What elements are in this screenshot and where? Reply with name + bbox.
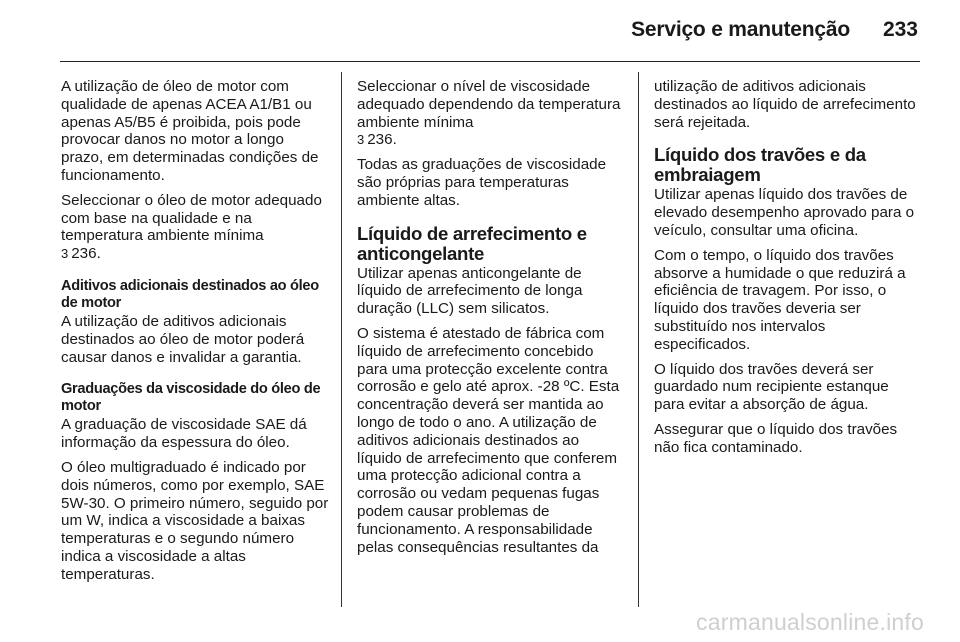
column-3 (654, 78, 922, 464)
paragraph-text: Seleccionar o nível de viscosidade adequado dependendo da temperatura ambiente mínima (357, 78, 621, 131)
paragraph: A graduação de viscosidade SAE dá informação da espessura do óleo. (61, 416, 307, 452)
page-reference[interactable]: 236. (367, 131, 397, 149)
page-reference[interactable]: 236. (71, 245, 101, 263)
column-divider (638, 72, 639, 607)
subheading-additives: Aditivos adicionais destinados ao óleo de motor (61, 277, 319, 311)
paragraph: O óleo multigraduado é indicado por dois números, como por exemplo, SAE 5W-30. O primeiro número, seguido por um W, indica a viscosidade a baixas temperaturas e o segundo número indica a viscosidade a altas temperaturas. (61, 458, 329, 583)
column-1 (61, 78, 329, 591)
paragraph: Com o tempo, o líquido dos travões absorve a humidade o que reduzirá a eficiência de travagem. Por isso, o líquido dos travões deveria ser substituído nos intervalos especificados. (654, 246, 906, 353)
watermark: carmanualsonline.info (696, 609, 924, 635)
header-rule (60, 61, 920, 62)
paragraph (357, 78, 625, 149)
column-divider (341, 72, 342, 607)
page-number: 233 (882, 18, 918, 41)
column-2 (357, 78, 625, 563)
page-header (0, 0, 960, 62)
heading-coolant: Líquido de arrefecimento e anticongelante (357, 222, 587, 264)
section-title: Serviço e manutenção (631, 18, 850, 41)
paragraph (61, 192, 329, 263)
page-reference-icon: 3 (357, 132, 365, 148)
heading-brake-fluid: Líquido dos travões e da embraiagem (654, 144, 866, 186)
paragraph: A utilização de aditivos adicionais destinados ao óleo de motor poderá causar danos e invalidar a garantia. (61, 312, 305, 366)
subheading-viscosity: Graduações da viscosidade do óleo de motor (61, 381, 321, 415)
paragraph: O sistema é atestado de fábrica com líquido de arrefecimento concebido para uma protecção excelente contra corrosão e gelo até aprox. -28 ºC. Esta concentração deverá ser mantida ao longo de todo o ano. A utilização de aditivos adicionais destinados ao líquido de arrefecimento que conferem uma protecção adicional contra a corrosão ou vedam pequenas fugas podem causar problemas de funcionamento. A responsabilidade pelas consequências resultantes da (357, 324, 620, 556)
paragraph: A utilização de óleo de motor com qualidade de apenas ACEA A1/B1 ou apenas A5/B5 é proibida, pois pode provocar danos no motor a longo prazo, em determinadas condições de funcionamento. (61, 78, 319, 184)
paragraph: O líquido dos travões deverá ser guardado num recipiente estanque para evitar a absorção de água. (654, 360, 889, 414)
page-reference-icon: 3 (61, 246, 69, 262)
paragraph: Todas as graduações de viscosidade são próprias para temperaturas ambiente altas. (357, 156, 607, 209)
paragraph: Utilizar apenas líquido dos travões de elevado desempenho aprovado para o veículo, consultar uma oficina. (654, 186, 915, 239)
paragraph: utilização de aditivos adicionais destinados ao líquido de arrefecimento será rejeitada. (654, 78, 916, 131)
paragraph: Utilizar apenas anticongelante de líquido de arrefecimento de longa duração (LLC) sem silicatos. (357, 264, 583, 318)
paragraph-text: Seleccionar o óleo de motor adequado com base na qualidade e na temperatura ambiente mínima (61, 191, 322, 245)
paragraph: Assegurar que o líquido dos travões não fica contaminado. (654, 420, 898, 456)
